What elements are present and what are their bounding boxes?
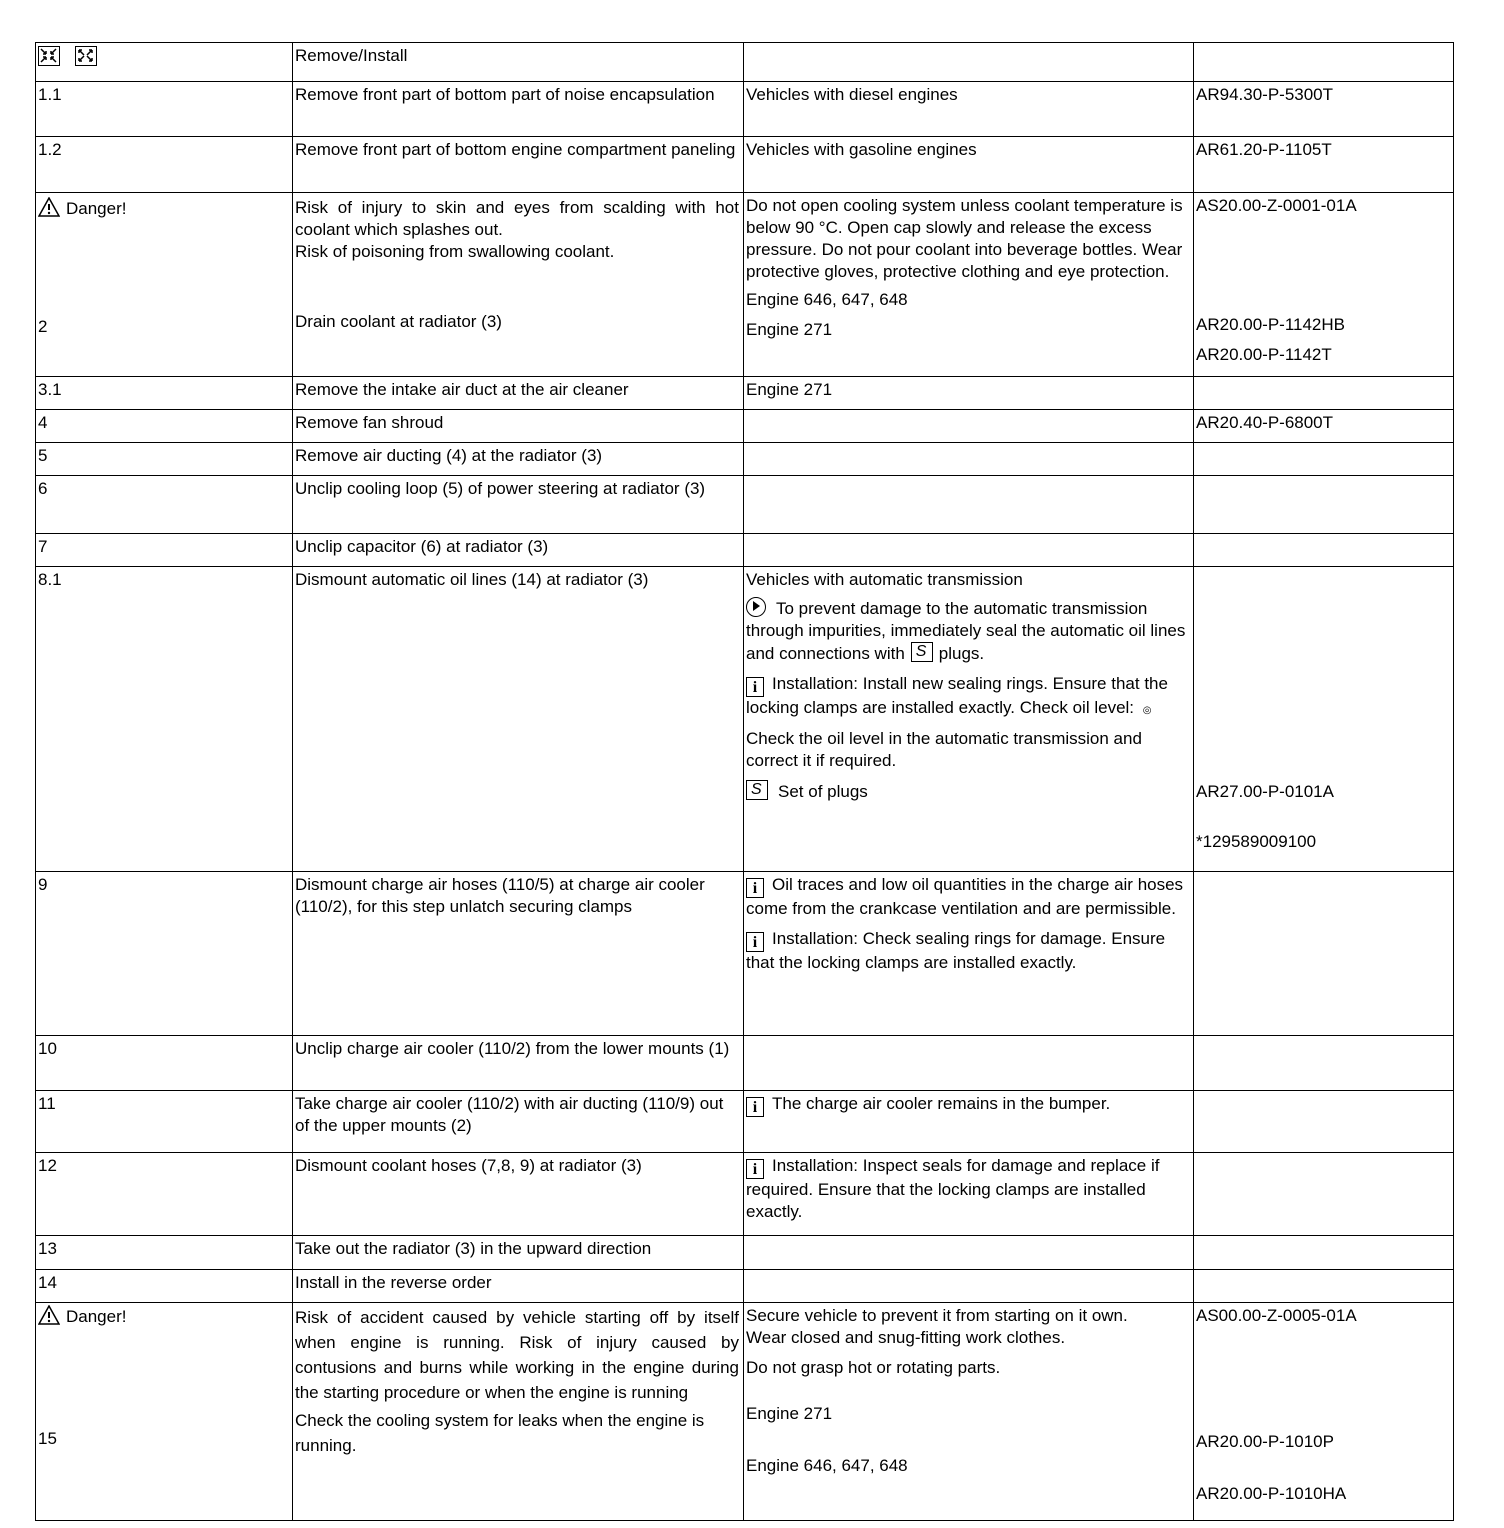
step-notes: Engine 646, 647, 648 [746, 290, 908, 309]
step-reference[interactable]: *129589009100 [1196, 832, 1317, 851]
table-row [36, 410, 1454, 443]
danger-notes: Do not open cooling system unless coolant temperature is below 90 °C. Open cap slowly and release the excess pressure. Do not pour coolant into beverage bottles. Wear protective gloves, protective clothing and eye protection. [746, 196, 1183, 281]
step-notes-cell [744, 872, 1194, 1036]
step-action: Unclip capacitor (6) at radiator (3) [293, 534, 744, 567]
step-number: 10 [36, 1036, 293, 1091]
note-block [744, 1091, 1194, 1153]
step-reference[interactable]: AR20.00-P-1142T [1196, 345, 1332, 364]
step-number: 6 [36, 476, 293, 534]
note-block [746, 673, 1189, 722]
table-row [36, 476, 1454, 534]
step-number: 8.1 [36, 567, 293, 872]
danger-text: Risk of poisoning from swallowing coolant. [295, 242, 615, 261]
note-text: Installation: Inspect seals for damage and replace if required. Ensure that the locking clamps are installed exactly. [746, 1156, 1160, 1221]
table-row [36, 567, 1454, 872]
table-row [36, 1303, 1454, 1521]
step-reference[interactable]: AR20.00-P-1010P [1196, 1432, 1334, 1451]
step-notes: Engine 646, 647, 648 [746, 1456, 908, 1475]
step-number: 1.1 [36, 82, 293, 137]
info-icon: i [746, 932, 764, 952]
step-action: Dismount coolant hoses (7,8, 9) at radiator (3) [293, 1153, 744, 1236]
table-row [36, 872, 1454, 1036]
step-reference[interactable]: AR20.00-P-1142HB [1196, 315, 1345, 334]
step-number: 2 [38, 317, 48, 336]
step-number-cell [36, 1303, 293, 1521]
step-action: Take out the radiator (3) in the upward direction [293, 1236, 744, 1270]
special-tool-icon [746, 780, 768, 800]
step-action-cell [293, 193, 744, 377]
step-reference-cell [1194, 567, 1454, 872]
info-icon: i [746, 1159, 764, 1179]
step-notes-cell [744, 1303, 1194, 1521]
step-action: Drain coolant at radiator (3) [295, 312, 502, 331]
step-number: 11 [36, 1091, 293, 1153]
step-action: Take charge air cooler (110/2) with air ducting (110/9) out of the upper mounts (2) [293, 1091, 744, 1153]
danger-notes: Secure vehicle to prevent it from starting on it own. [746, 1306, 1128, 1325]
step-number: 14 [36, 1270, 293, 1303]
engine-sensor-icon: ◎ [1142, 705, 1152, 716]
table-row [36, 1236, 1454, 1270]
caution-arrow-icon [746, 597, 766, 617]
step-action: Install in the reverse order [293, 1270, 744, 1303]
info-icon: i [746, 677, 764, 697]
step-number: 4 [36, 410, 293, 443]
step-reference-cell [1194, 193, 1454, 377]
step-notes: Vehicles with automatic transmission [746, 570, 1023, 589]
step-reference[interactable]: AR27.00-P-0101A [1196, 782, 1334, 801]
table-row [36, 443, 1454, 476]
step-number: 12 [36, 1153, 293, 1236]
info-icon: i [746, 878, 764, 898]
remove-icon [38, 46, 60, 66]
table-row [36, 82, 1454, 137]
step-action: Remove the intake air duct at the air cleaner [293, 377, 744, 410]
step-notes: Vehicles with diesel engines [744, 82, 1194, 137]
step-number: 7 [36, 534, 293, 567]
table-row [36, 534, 1454, 567]
step-reference[interactable]: AR94.30-P-5300T [1194, 82, 1454, 137]
danger-text: Risk of accident caused by vehicle starting off by itself when engine is running. Risk of injury caused by contusions and burns while working in the engine during the starting procedure or when the engine is running [295, 1308, 739, 1402]
note-text: Installation: Check sealing rings for damage. Ensure that the locking clamps are installed exactly. [746, 929, 1166, 972]
step-action: Remove air ducting (4) at the radiator (3) [293, 443, 744, 476]
danger-notes: Wear closed and snug-fitting work clothes. [746, 1328, 1066, 1347]
table-row [36, 1270, 1454, 1303]
note-block [746, 874, 1189, 920]
procedure-table [35, 42, 1454, 1521]
step-action: Dismount charge air hoses (110/5) at charge air cooler (110/2), for this step unlatch securing clamps [293, 872, 744, 1036]
table-row [36, 1091, 1454, 1153]
step-number: 13 [36, 1236, 293, 1270]
install-icon [75, 46, 97, 66]
table-row [36, 193, 1454, 377]
step-reference[interactable]: AS00.00-Z-0005-01A [1196, 1306, 1357, 1325]
step-action: Unclip cooling loop (5) of power steering at radiator (3) [293, 476, 744, 534]
step-notes-cell [744, 567, 1194, 872]
step-number-cell [36, 193, 293, 377]
step-number: 1.2 [36, 137, 293, 193]
danger-label: Danger! [66, 199, 127, 218]
step-notes-cell [744, 193, 1194, 377]
table-row [36, 1153, 1454, 1236]
note-block [746, 928, 1189, 974]
table-row [36, 137, 1454, 193]
note-block [746, 597, 1189, 665]
step-notes: Vehicles with gasoline engines [744, 137, 1194, 193]
warning-icon [38, 1305, 60, 1325]
warning-icon [38, 197, 60, 217]
step-action: Remove front part of bottom engine compartment paneling [293, 137, 744, 193]
table-row [36, 1036, 1454, 1091]
info-icon: i [746, 1097, 764, 1117]
step-notes: Engine 271 [746, 1404, 833, 1423]
step-action: Remove fan shroud [293, 410, 744, 443]
step-number: 9 [36, 872, 293, 1036]
step-reference-cell [1194, 1303, 1454, 1521]
special-tool-icon [911, 642, 933, 662]
danger-text: Risk of injury to skin and eyes from scalding with hot coolant which splashes out. [295, 198, 739, 239]
danger-notes: Do not grasp hot or rotating parts. [746, 1358, 1001, 1377]
note-text: The charge air cooler remains in the bumper. [772, 1094, 1111, 1113]
step-reference[interactable]: AR61.20-P-1105T [1194, 137, 1454, 193]
step-action: Dismount automatic oil lines (14) at radiator (3) [293, 567, 744, 872]
header-action: Remove/Install [293, 43, 744, 82]
note-block [744, 1153, 1194, 1236]
table-row [36, 377, 1454, 410]
step-reference[interactable]: AR20.00-P-1010HA [1196, 1484, 1347, 1503]
header-icons-cell [36, 43, 293, 82]
note-text: Set of plugs [778, 782, 868, 801]
step-action: Check the cooling system for leaks when the engine is running. [295, 1411, 705, 1455]
note-text: Oil traces and low oil quantities in the charge air hoses come from the crankcase ventilation and are permissible. [746, 875, 1184, 918]
step-notes: Engine 271 [746, 320, 833, 339]
step-reference[interactable]: AR20.40-P-6800T [1194, 410, 1454, 443]
step-action: Remove front part of bottom part of noise encapsulation [293, 82, 744, 137]
step-notes: Engine 271 [744, 377, 1194, 410]
note-text: To prevent damage to the automatic transmission through impurities, immediately seal the automatic oil lines and connections with [746, 599, 1186, 663]
note-block [746, 780, 1189, 803]
step-action-cell [293, 1303, 744, 1521]
header-row [36, 43, 1454, 82]
step-action: Unclip charge air cooler (110/2) from the lower mounts (1) [293, 1036, 744, 1091]
step-reference[interactable]: AS20.00-Z-0001-01A [1196, 196, 1357, 215]
note-text: Installation: Install new sealing rings. Ensure that the locking clamps are installed exactly. Check oil level: [746, 674, 1168, 717]
step-number: 5 [36, 443, 293, 476]
danger-label: Danger! [66, 1307, 127, 1326]
step-notes: Check the oil level in the automatic transmission and correct it if required. [746, 729, 1142, 770]
step-number: 3.1 [36, 377, 293, 410]
note-text: plugs. [938, 644, 985, 663]
step-number: 15 [38, 1429, 57, 1448]
